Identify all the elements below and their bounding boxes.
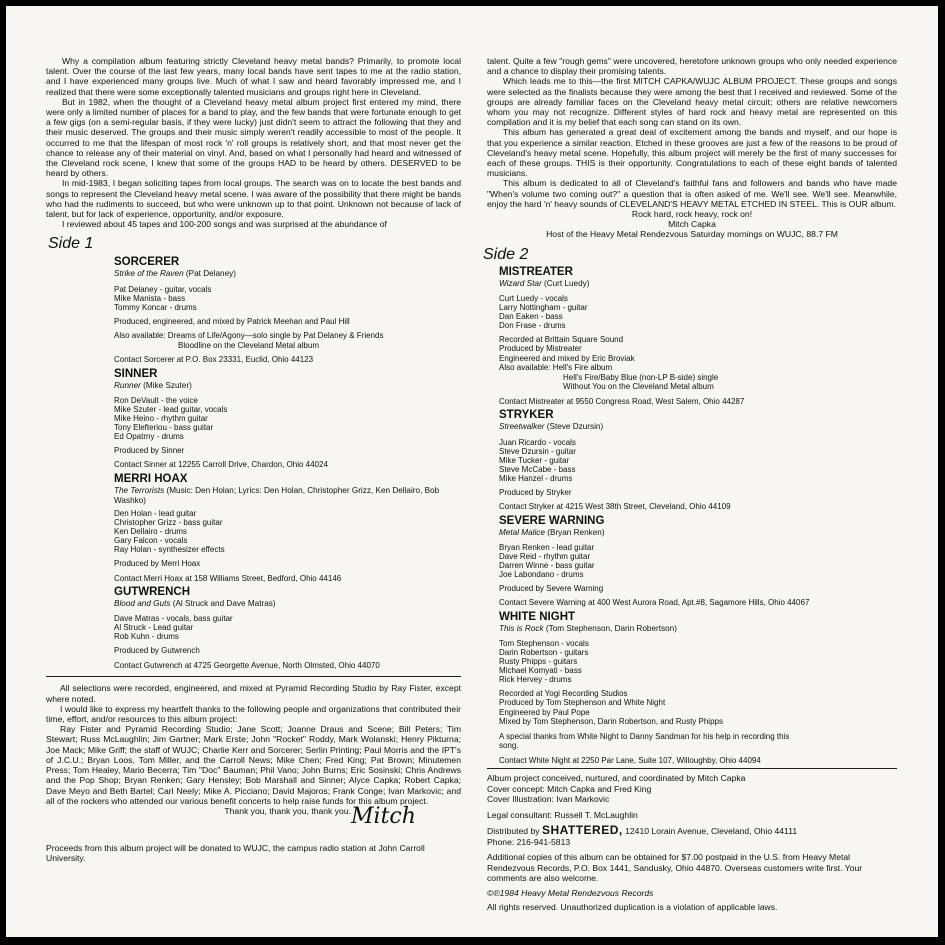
intro-p2: But in 1982, when the thought of a Cleveland heavy metal album project first entered my mind, there were only a limited number of places for a band to play, and the few bands that were fortunate enough to get a few gigs (on a semi-regular basis, if they were lucky) just didn't seem to attract the following that they and their music deserved. The groups and their music simply weren't readily accessible to most of the people. It occurred to me that the lifespan of most rock 'n' roll groups is relatively short, and that most never get the chance to release any of their material on vinyl. And, based on what I personally had heard and witnessed of the Cleveland rock scene, I knew that some of the groups HAD to be heard by others. DESERVED to be heard by others. xyxy=(46,96,461,179)
member: Darin Robertson - guitars xyxy=(499,647,589,657)
intro-p8: This album is dedicated to all of Cleveland's faithful fans and followers and bands who have made "When's volume two coming out?" a question that is often asked of me. We'll see. We'll see. Meanwhile, enjoy the hard 'n' heavy sounds of CLEVELAND'S HEAVY METAL ETCHED IN STEEL. This is OUR album. xyxy=(487,178,897,209)
distributor: Distributed by SHATTERED, 12410 Lorain Avenue, Cleveland, Ohio 44111 xyxy=(487,823,798,838)
production-credit: Produced by Stryker xyxy=(499,487,572,497)
member: Tom Stephenson - vocals xyxy=(499,638,589,648)
also-available: Also available: Hell's Fire album xyxy=(499,363,613,373)
member: Ken Dellairo - drums xyxy=(114,527,187,537)
production-credit: Produced by Mistreater xyxy=(499,344,582,354)
member: Mike Hanzel - drums xyxy=(499,473,573,483)
intro-p1: Why a compilation album featuring strictly Cleveland heavy metal bands? Primarily, to promote local talent. Over the course of the last few years, many local bands have sent tapes to me at the radio station, and I have experienced many groups live. Much of what I saw and heard favorably impressed me, and I realized that there were some exceptionally talented musicians and groups right here in Cleveland. xyxy=(46,56,461,97)
member: Mike Szuter - lead guitar, vocals xyxy=(114,404,228,414)
contact: Contact Gutwrench at 4725 Georgette Avenue, North Olmsted, Ohio 44070 xyxy=(114,660,380,670)
member: Don Frase - drums xyxy=(499,320,566,330)
member: Ron DeVault - the voice xyxy=(114,395,198,405)
band-stryker xyxy=(499,409,897,511)
band-name: SORCERER xyxy=(114,256,180,269)
additional-copies: Additional copies of this album can be obtained for $7.00 postpaid in the U.S. from Heavy Metal Rendezvous Records, P.O. Box 1441, Sandusky, Ohio 44870. Overseas customers write first. Your comments are also welcome. xyxy=(487,852,863,884)
member: Darren Winne - bass guitar xyxy=(499,560,595,570)
member: Ed Opatrny - drums xyxy=(114,431,184,441)
contact: Contact Stryker at 4215 West 38th Street, Cleveland, Ohio 44109 xyxy=(499,502,731,512)
production-credit: Recorded at Yogi Recording Studios xyxy=(499,688,628,698)
contact: Contact Sinner at 12255 Carroll Drive, Chardon, Ohio 44024 xyxy=(114,460,328,470)
band-sorcerer xyxy=(114,256,461,364)
member: Dave Reid - rhythm guitar xyxy=(499,551,591,561)
rights-notice: All rights reserved. Unauthorized duplication is a violation of applicable laws. xyxy=(487,902,778,913)
song-credit: This is Rock (Tom Stephenson, Darin Robertson) xyxy=(499,623,677,633)
band-name: SEVERE WARNING xyxy=(499,514,605,527)
member: Gary Falcon - vocals xyxy=(114,536,188,546)
production-credit: Produced by Tom Stephenson and White Night xyxy=(499,698,666,708)
contact: Contact Sorcerer at P.O. Box 23331, Euclid, Ohio 44123 xyxy=(114,355,314,365)
member: Rob Kuhn - drums xyxy=(114,632,179,642)
member: Mike Heino - rhythm guitar xyxy=(114,413,208,423)
contact: Contact Severe Warning at 400 West Aurora Road, Apt.#8, Sagamore Hills, Ohio 44067 xyxy=(499,598,810,608)
contact: Contact Mistreater at 9550 Congress Road, West Salem, Ohio 44287 xyxy=(499,396,745,406)
intro-p6: Which leads me to this—the first MITCH CAPKA/WUJC ALBUM PROJECT. These groups and songs were selected as the finalists because they were among the best that I received and reviewed. Some of the groups are already familiar faces on the Cleveland heavy metal circuit; others are relative newcomers whom you may not recognize. Different styles of hard rock and heavy metal are represented on this compilation and it is my belief that each song can stand on its own. xyxy=(487,76,897,128)
side1-title: Side 1 xyxy=(48,235,94,253)
divider xyxy=(487,768,897,769)
member: Pat Delaney - guitar, vocals xyxy=(114,284,212,294)
side2-title: Side 2 xyxy=(483,245,529,263)
member: Mike Manista - bass xyxy=(114,293,186,303)
band-merri-hoax xyxy=(114,473,461,583)
also-available: Hell's Fire/Baby Blue (non-LP B-side) single xyxy=(563,372,719,382)
distributor-phone: Phone: 216-941-5813 xyxy=(487,836,571,847)
song-credit: Strike of the Raven (Pat Delaney) xyxy=(114,269,236,279)
band-white-night xyxy=(499,611,897,766)
member: Steve McCabe - bass xyxy=(499,464,576,474)
credit-legal: Legal consultant: Russell T. McLaughlin xyxy=(487,809,638,820)
member: Tommy Koncar - drums xyxy=(114,302,197,312)
production-credit: Produced by Merri Hoax xyxy=(114,559,201,569)
also-available: Without You on the Cleveland Metal album xyxy=(563,382,714,392)
notes-recording: All selections were recorded, engineered, and mixed at Pyramid Recording Studio by Ray Fister, except where noted. xyxy=(46,683,461,704)
member: Mike Tucker - guitar xyxy=(499,455,570,465)
notes-thanks-list: Ray Fister and Pyramid Recording Studio; Jane Scott; Joanne Draus and Scene; Bill Peters; Tim Stewart; Russ McLaughlin; Jim Gartner; Mark Erste; John "Rocket" Roddy, Mark Wolanski; Henry Pikturna; Joe Mack; Mike Griff; the staff of WUJC; Charlie Kerr and Sorcerer; Serlin Printing; Paul Morris and the IPT's of J.C.U.; Bryan Loos, Tom Miller, and the Carroll News; Mike Chen; Fred King; Pat Brown; Minutemen Press; Tom Healey, Mario Becerra; Tim "Doc" Bauman; Phil Vano; John Burns; Eric Sosinski; Chris Andrews and the Pop Shop; Bryan Renken; Gary Hensley; Bob Marshall and Sinner; Alyce Capka; Robert Capka; Dave Meyo and Beth Bartel; Carl Neely; Mike A. Picciano; David Majoros; Frank Conge; Ivan Markovic; and all of the rockers who attended our various benefit concerts to help raise funds for this album project. xyxy=(46,724,461,806)
intro-p3: In mid-1983, I began soliciting tapes from local groups. The search was on to locate the best bands and songs to represent the Cleveland heavy metal scene. I was aware of the possibility that there might be bands who had the rudiments to succeed, but who were unknown up to that point. Unknown not because of lack of talent, but for lack of experience, opportunity, and/or exposure. xyxy=(46,178,461,220)
band-name: MERRI HOAX xyxy=(114,472,188,485)
intro-p5: talent. Quite a few "rough gems" were uncovered, heretofore unknown groups who only needed experience and a chance to display their promising talents. xyxy=(487,56,897,77)
song-credit: Wizard Star (Curt Luedy) xyxy=(499,278,590,288)
band-name: SINNER xyxy=(114,367,158,380)
signature: Mitch xyxy=(351,804,416,830)
member: Bryan Renken - lead guitar xyxy=(499,542,595,552)
intro-right xyxy=(487,56,897,240)
member: Rick Hervey - drums xyxy=(499,674,572,684)
band-name: MISTREATER xyxy=(499,265,573,278)
member: Dan Eaken - bass xyxy=(499,311,563,321)
special-thanks: A special thanks from White Night to Danny Sandman for his help in recording this song. xyxy=(499,731,790,751)
member: Rusty Phipps - guitars xyxy=(499,656,578,666)
member: Joe Labondano - drums xyxy=(499,569,584,579)
production-credit: Engineered and mixed by Eric Broviak xyxy=(499,353,635,363)
member: Juan Ricardo - vocals xyxy=(499,437,576,447)
band-severe-warning xyxy=(499,515,897,608)
band-name: GUTWRENCH xyxy=(114,586,191,599)
song-credit: The Terrorists (Music: Den Holan; Lyrics: Den Holan, Christopher Grizz, Ken Dellairo, Bob Washko) xyxy=(114,485,440,506)
song-credit: Blood and Guts (Al Struck and Dave Matras) xyxy=(114,599,276,609)
left-column xyxy=(46,56,461,863)
production-credit: Mixed by Tom Stephenson, Darin Robertson, and Rusty Phipps xyxy=(499,717,723,727)
intro-author: Mitch Capka xyxy=(668,219,716,230)
band-name: WHITE NIGHT xyxy=(499,610,576,623)
intro-rock: Rock hard, rock heavy, rock on! xyxy=(631,209,753,220)
also-available: Bloodline on the Cleveland Metal album xyxy=(178,340,319,350)
intro-p4: I reviewed about 45 tapes and 100-200 songs and was surprised at the abundance of xyxy=(62,219,387,230)
production-credit: Produced by Severe Warning xyxy=(499,583,604,593)
intro-host: Host of the Heavy Metal Rendezvous Saturday mornings on WUJC, 88.7 FM xyxy=(546,229,838,240)
song-credit: Metal Malice (Bryan Renken) xyxy=(499,527,605,537)
divider xyxy=(46,676,461,677)
contact: Contact White Night at 2250 Par Lane, Suite 107, Willoughby, Ohio 44094 xyxy=(499,755,761,765)
song-credit: Streetwalker (Steve Dzursin) xyxy=(499,422,604,432)
member: Steve Dzursin - guitar xyxy=(499,446,576,456)
album-credits xyxy=(487,773,897,913)
distributor-name: SHATTERED, xyxy=(541,823,623,838)
band-gutwrench xyxy=(114,586,461,670)
right-column xyxy=(483,56,897,913)
band-name: STRYKER xyxy=(499,409,554,422)
intro-p7: This album has generated a great deal of excitement among the bands and myself, and our hope is that you experience a similar reaction. Etched in these grooves are just a few of the reasons to be proud of Cleveland's heavy metal scene. Hopefully, this album project will merely be the first of many successes for each of these groups. THIS is their opportunity. Congratulations to each of these eight bands of talented musicians. xyxy=(487,127,897,179)
member: Dave Matras - vocals, bass guitar xyxy=(114,614,233,624)
credit-cover-illustration: Cover Illustration: Ivan Markovic xyxy=(487,794,610,805)
contact: Contact Merri Hoax at 158 Williams Street, Bedford, Ohio 44146 xyxy=(114,573,342,583)
member: Michael Komyati - bass xyxy=(499,665,582,675)
band-sinner xyxy=(114,368,461,470)
production-credit: Recorded at Brittain Square Sound xyxy=(499,334,624,344)
member: Christopher Grizz - bass guitar xyxy=(114,518,223,528)
copyright: ©℗1984 Heavy Metal Rendezvous Records xyxy=(487,887,654,898)
member: Al Struck - Lead guitar xyxy=(114,623,194,633)
album-notes xyxy=(46,683,461,816)
liner-notes-sheet xyxy=(6,6,938,937)
production-credit: Produced, engineered, and mixed by Patrick Meehan and Paul Hill xyxy=(114,316,350,326)
song-credit: Runner (Mike Szuter) xyxy=(114,380,192,390)
band-mistreater xyxy=(499,266,897,407)
credit-coordination: Album project conceived, nurtured, and coordinated by Mitch Capka xyxy=(487,773,746,784)
intro-left xyxy=(46,56,461,229)
notes-thank-you: Thank you, thank you, thank you. xyxy=(224,805,351,816)
side2-list xyxy=(499,266,897,766)
also-available: Also available: Dreams of Life/Agony—solo single by Pat Delaney & Friends xyxy=(114,331,384,341)
proceeds-note: Proceeds from this album project will be donated to WUJC, the campus radio station at John Carroll University. xyxy=(46,843,425,863)
member: Den Holan - lead guitar xyxy=(114,509,197,519)
production-credit: Produced by Gutwrench xyxy=(114,646,200,656)
production-credit: Produced by Sinner xyxy=(114,445,185,455)
member: Larry Nottingham - guitar xyxy=(499,302,588,312)
production-credit: Engineered by Paul Pope xyxy=(499,707,590,717)
side1-list xyxy=(114,256,461,670)
notes-thanks-intro: I would like to express my heartfelt thanks to the following people and organizations that contributed their time, effort, and/or resources to this album project: xyxy=(46,703,461,725)
member: Ray Holan - synthesizer effects xyxy=(114,545,225,555)
member: Curt Luedy - vocals xyxy=(499,293,568,303)
credit-cover-concept: Cover concept: Mitch Capka and Fred King xyxy=(487,783,652,794)
member: Tony Elefteriou - bass guitar xyxy=(114,422,214,432)
